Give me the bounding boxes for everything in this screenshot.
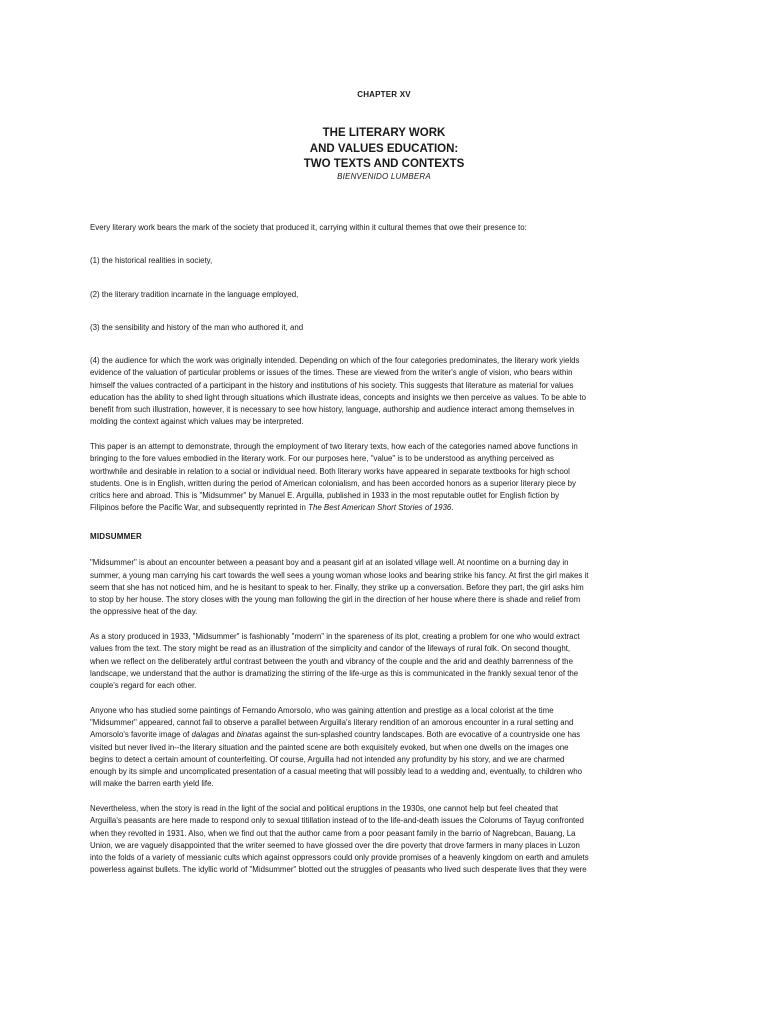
paragraph-context [90, 803, 676, 877]
italic-term: dalagas [191, 730, 220, 740]
text-line: enough by its simple and uncomplicated presentation of a casual meeting that will possibly lead to a wedding and, eventually, to children who [90, 767, 583, 776]
text-line: bringing to the fore values embodied in the literary work. For our purposes here, "value" is to be understood as anything perceived as [90, 454, 554, 464]
text-line: into the folds of a variety of messianic cults which against oppressors could only provide promises of a heavenly kingdom on earth and amulets [90, 853, 589, 862]
author-name: BIENVENIDO LUMBERA [337, 172, 431, 181]
text-line: This paper is an attempt to demonstrate, through the employment of two literary texts, how each of the categories named above functions in [90, 442, 578, 451]
document-title [0, 126, 768, 173]
text-line: critics here and abroad. This is "Midsummer" by Manuel E. Arguilla, published in 1933 in the most reputable outlet for English fiction by [90, 491, 560, 500]
italic-term: binatas [236, 730, 263, 740]
list-item: (3) the sensibility and history of the man who authored it, and [90, 322, 304, 332]
list-item: (1) the historical realities in society, [90, 256, 213, 266]
text-fragment: against the sun-splashed country landscapes. Both are evocative of a countryside one has [262, 730, 581, 740]
title-line: AND VALUES EDUCATION: [309, 142, 459, 155]
text-line: Union, we are vaguely disappointed that the writer seemed to have glossed over the dire poverty that drove farmers in many places in Luzon [90, 840, 580, 850]
chapter-label: CHAPTER XV [357, 90, 411, 99]
paragraph-purpose [90, 441, 676, 515]
text-line: "Midsummer" is about an encounter between a peasant boy and a peasant girl at an isolated village well. At noontime on a burning day in [90, 558, 569, 568]
paragraph-summary [90, 557, 676, 618]
text-fragment: Amorsolo's favorite image of [90, 730, 192, 740]
text-line: when we reflect on the deliberately artful contrast between the youth and vibrancy of the couple and the arid and deathly barrenness of the [90, 656, 573, 666]
text-line: Arguilla's peasants are here made to respond only to sexual titillation instead of to the life-and-death issues the Colorums of Tayug confronted [90, 816, 584, 826]
text-line: summer, a young man carrying his cart towards the well sees a young woman whose looks and bearing strike his fancy. At first the girl makes it [90, 570, 589, 580]
text-line: seem that she has not noticed him, and he is hesitant to speak to her. Finally, they strike up a conversation. Before they part, the girl asks him [90, 582, 584, 592]
list-item: (2) the literary tradition incarnate in the language employed, [90, 289, 299, 299]
text-line: values from the text. The story might be read as an illustration of the simplicity and candor of the lifeways of rural folk. On second thought, [90, 644, 571, 654]
text-line: to stop by her house. The story closes with the young man following the girl in the direction of her house where there is shade and relief from [90, 595, 581, 604]
text-fragment: and [219, 730, 237, 740]
text-fragment: . [451, 503, 454, 513]
text-line: worthwhile and desirable in relation to a social or individual need. Both literary works have appeared in separate textbooks for high school [90, 466, 570, 476]
book-title: The Best American Short Stories of 1936 [308, 503, 452, 513]
text-line: landscape, we understand that the author is dramatizing the stirring of the life-urge as this is communicated in the frankly sexual tenor of the [90, 668, 579, 678]
document-body [90, 222, 676, 889]
text-line: evidence of the valuation of particular problems or issues of the times. These are viewed from the writer's angle of vision, who bears within [90, 368, 573, 378]
text-line: benefit from such illustration, however, it is necessary to see how history, language, authorship and audience interact among themselves in [90, 405, 575, 414]
text-line [90, 729, 676, 741]
text-line: himself the values contracted of a participant in the history and institutions of his society. This suggests that literature as material for values [90, 380, 574, 390]
intro-paragraph: Every literary work bears the mark of the society that produced it, carrying within it cultural themes that owe their presence to: [90, 223, 527, 232]
text-line: Anyone who has studied some paintings of Fernando Amorsolo, who was gaining attention and prestige as a local colorist at the time [90, 705, 554, 715]
text-line: students. One is in English, written during the period of American colonialism, and has been accorded honors as a superior literary piece by [90, 478, 576, 488]
paragraph-amorsolo [90, 705, 676, 791]
text-line: when they revolted in 1931. Also, when we find out that the author came from a poor peasant family in the barrio of Nagrebcan, Bauang, La [90, 828, 576, 838]
paragraph-modern [90, 631, 676, 692]
text-line: education has the ability to shed light through situations which illustrate ideas, concepts and insights we then perceive as values. To be able to [90, 392, 586, 402]
text-fragment: Filipinos before the Pacific War, and subsequently reprinted in [90, 503, 309, 513]
text-line: couple's regard for each other. [90, 681, 197, 690]
text-line: (4) the audience for which the work was originally intended. Depending on which of the four categories predominates, the literary work yields [90, 356, 580, 365]
text-line [90, 502, 676, 514]
text-line: the oppressive heat of the day. [90, 607, 198, 617]
title-line: TWO TEXTS AND CONTEXTS [303, 158, 465, 170]
title-line: THE LITERARY WORK [322, 127, 446, 139]
text-line: Nevertheless, when the story is read in the light of the social and political eruptions in the 1930s, one cannot help but feel cheated that [90, 804, 559, 813]
text-line: visited but never lived in--the literary situation and the painted scene are both exquisitely evoked, but when one dwells on the images one [90, 742, 569, 752]
text-line: will make the barren earth yield life. [90, 779, 214, 789]
paragraph-audience [90, 355, 676, 429]
text-line: molding the context against which values may be interpreted. [90, 417, 304, 427]
text-line: powerless against bullets. The idyllic world of "Midsummer" blotted out the struggles of peasants who lived such desperate lives that they were [90, 865, 587, 875]
text-line: begins to detect a certain amount of counterfeiting. Of course, Arguilla had not intended any profundity by his story, and we are charmed [90, 754, 565, 764]
text-line: As a story produced in 1933, "Midsummer" is fashionably "modern" in the spareness of its plot, creating a problem for one who would extract [90, 632, 580, 641]
text-line: "Midsummer" appeared, cannot fail to observe a parallel between Arguilla's literary rendition of an amorous encounter in a rural setting and [90, 718, 574, 727]
section-heading: MIDSUMMER [90, 531, 143, 541]
